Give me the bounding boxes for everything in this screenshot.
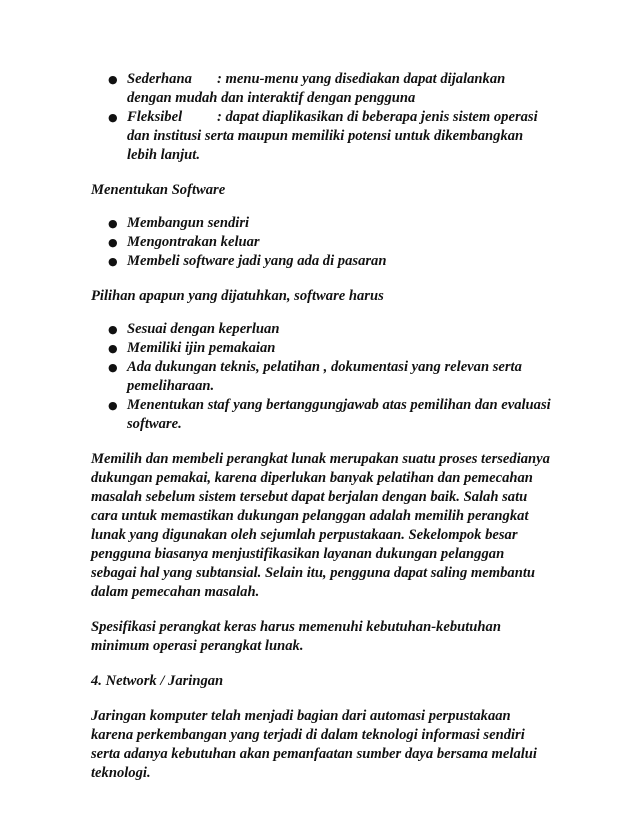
list-item-text: Mengontrakan keluar [127, 234, 260, 250]
software-requirements-list [91, 320, 553, 434]
list-item-description: : dapat diaplikasikan di beberapa jenis sistem operasi dan institusi serta maupun memiliki potensi untuk dikembangkan lebih lanjut. [127, 109, 538, 163]
list-item [91, 214, 553, 233]
section-heading-software: Menentukan Software [91, 182, 226, 198]
list-item [91, 320, 553, 339]
bullet-icon: ● [108, 111, 118, 124]
section-heading-requirements: Pilihan apapun yang dijatuhkan, software harus [91, 288, 384, 304]
list-item [91, 108, 553, 165]
bullet-icon: ● [108, 73, 118, 86]
list-item [91, 339, 553, 358]
list-item [91, 396, 553, 434]
list-item-text: Memiliki ijin pemakaian [127, 340, 276, 356]
list-item-text: Membangun sendiri [127, 215, 250, 231]
software-options-list [91, 214, 553, 271]
list-item [91, 233, 553, 252]
list-item-term: Fleksibel [127, 109, 183, 125]
bullet-icon: ● [108, 255, 118, 268]
list-item [91, 252, 553, 271]
list-item-text: Sesuai dengan keperluan [127, 321, 280, 337]
bullet-icon: ● [108, 399, 118, 412]
paragraph-network: Jaringan komputer telah menjadi bagian dari automasi perpustakaan karena perkembangan yang terjadi di dalam teknologi informasi sendiri serta adanya kebutuhan akan pemanfaatan sumber daya bersama melalui teknologi. [91, 708, 537, 781]
bullet-icon: ● [108, 342, 118, 355]
list-item [91, 70, 553, 108]
list-item-text: Membeli software jadi yang ada di pasaran [127, 253, 387, 269]
bullet-icon: ● [108, 217, 118, 230]
bullet-icon: ● [108, 236, 118, 249]
bullet-icon: ● [108, 323, 118, 336]
bullet-icon: ● [108, 361, 118, 374]
list-item-text: Menentukan staf yang bertanggungjawab atas pemilihan dan evaluasi software. [127, 397, 551, 432]
section-heading-network: 4. Network / Jaringan [91, 673, 224, 689]
document-content [91, 70, 553, 783]
features-list [91, 70, 553, 165]
list-item-text: Ada dukungan teknis, pelatihan , dokumentasi yang relevan serta pemeliharaan. [127, 359, 522, 394]
list-item-term: Sederhana [127, 71, 192, 87]
list-item [91, 358, 553, 396]
paragraph-hardware-spec: Spesifikasi perangkat keras harus memenuhi kebutuhan-kebutuhan minimum operasi perangkat lunak. [91, 619, 501, 654]
paragraph-software-support: Memilih dan membeli perangkat lunak merupakan suatu proses tersedianya dukungan pemakai, karena diperlukan banyak pelatihan dan pemecahan masalah sebelum sistem tersebut dapat berjalan dengan baik. Salah satu cara untuk memastikan dukungan pelanggan adalah memilih perangkat lunak yang digunakan oleh sejumlah perpustakaan. Sekelompok besar pengguna biasanya menjustifikasikan layanan dukungan pelanggan sebagai hal yang subtansial. Selain itu, pengguna dapat saling membantu dalam pemecahan masalah. [91, 451, 550, 600]
list-item-description: : menu-menu yang disediakan dapat dijalankan dengan mudah dan interaktif dengan pengguna [127, 71, 506, 106]
